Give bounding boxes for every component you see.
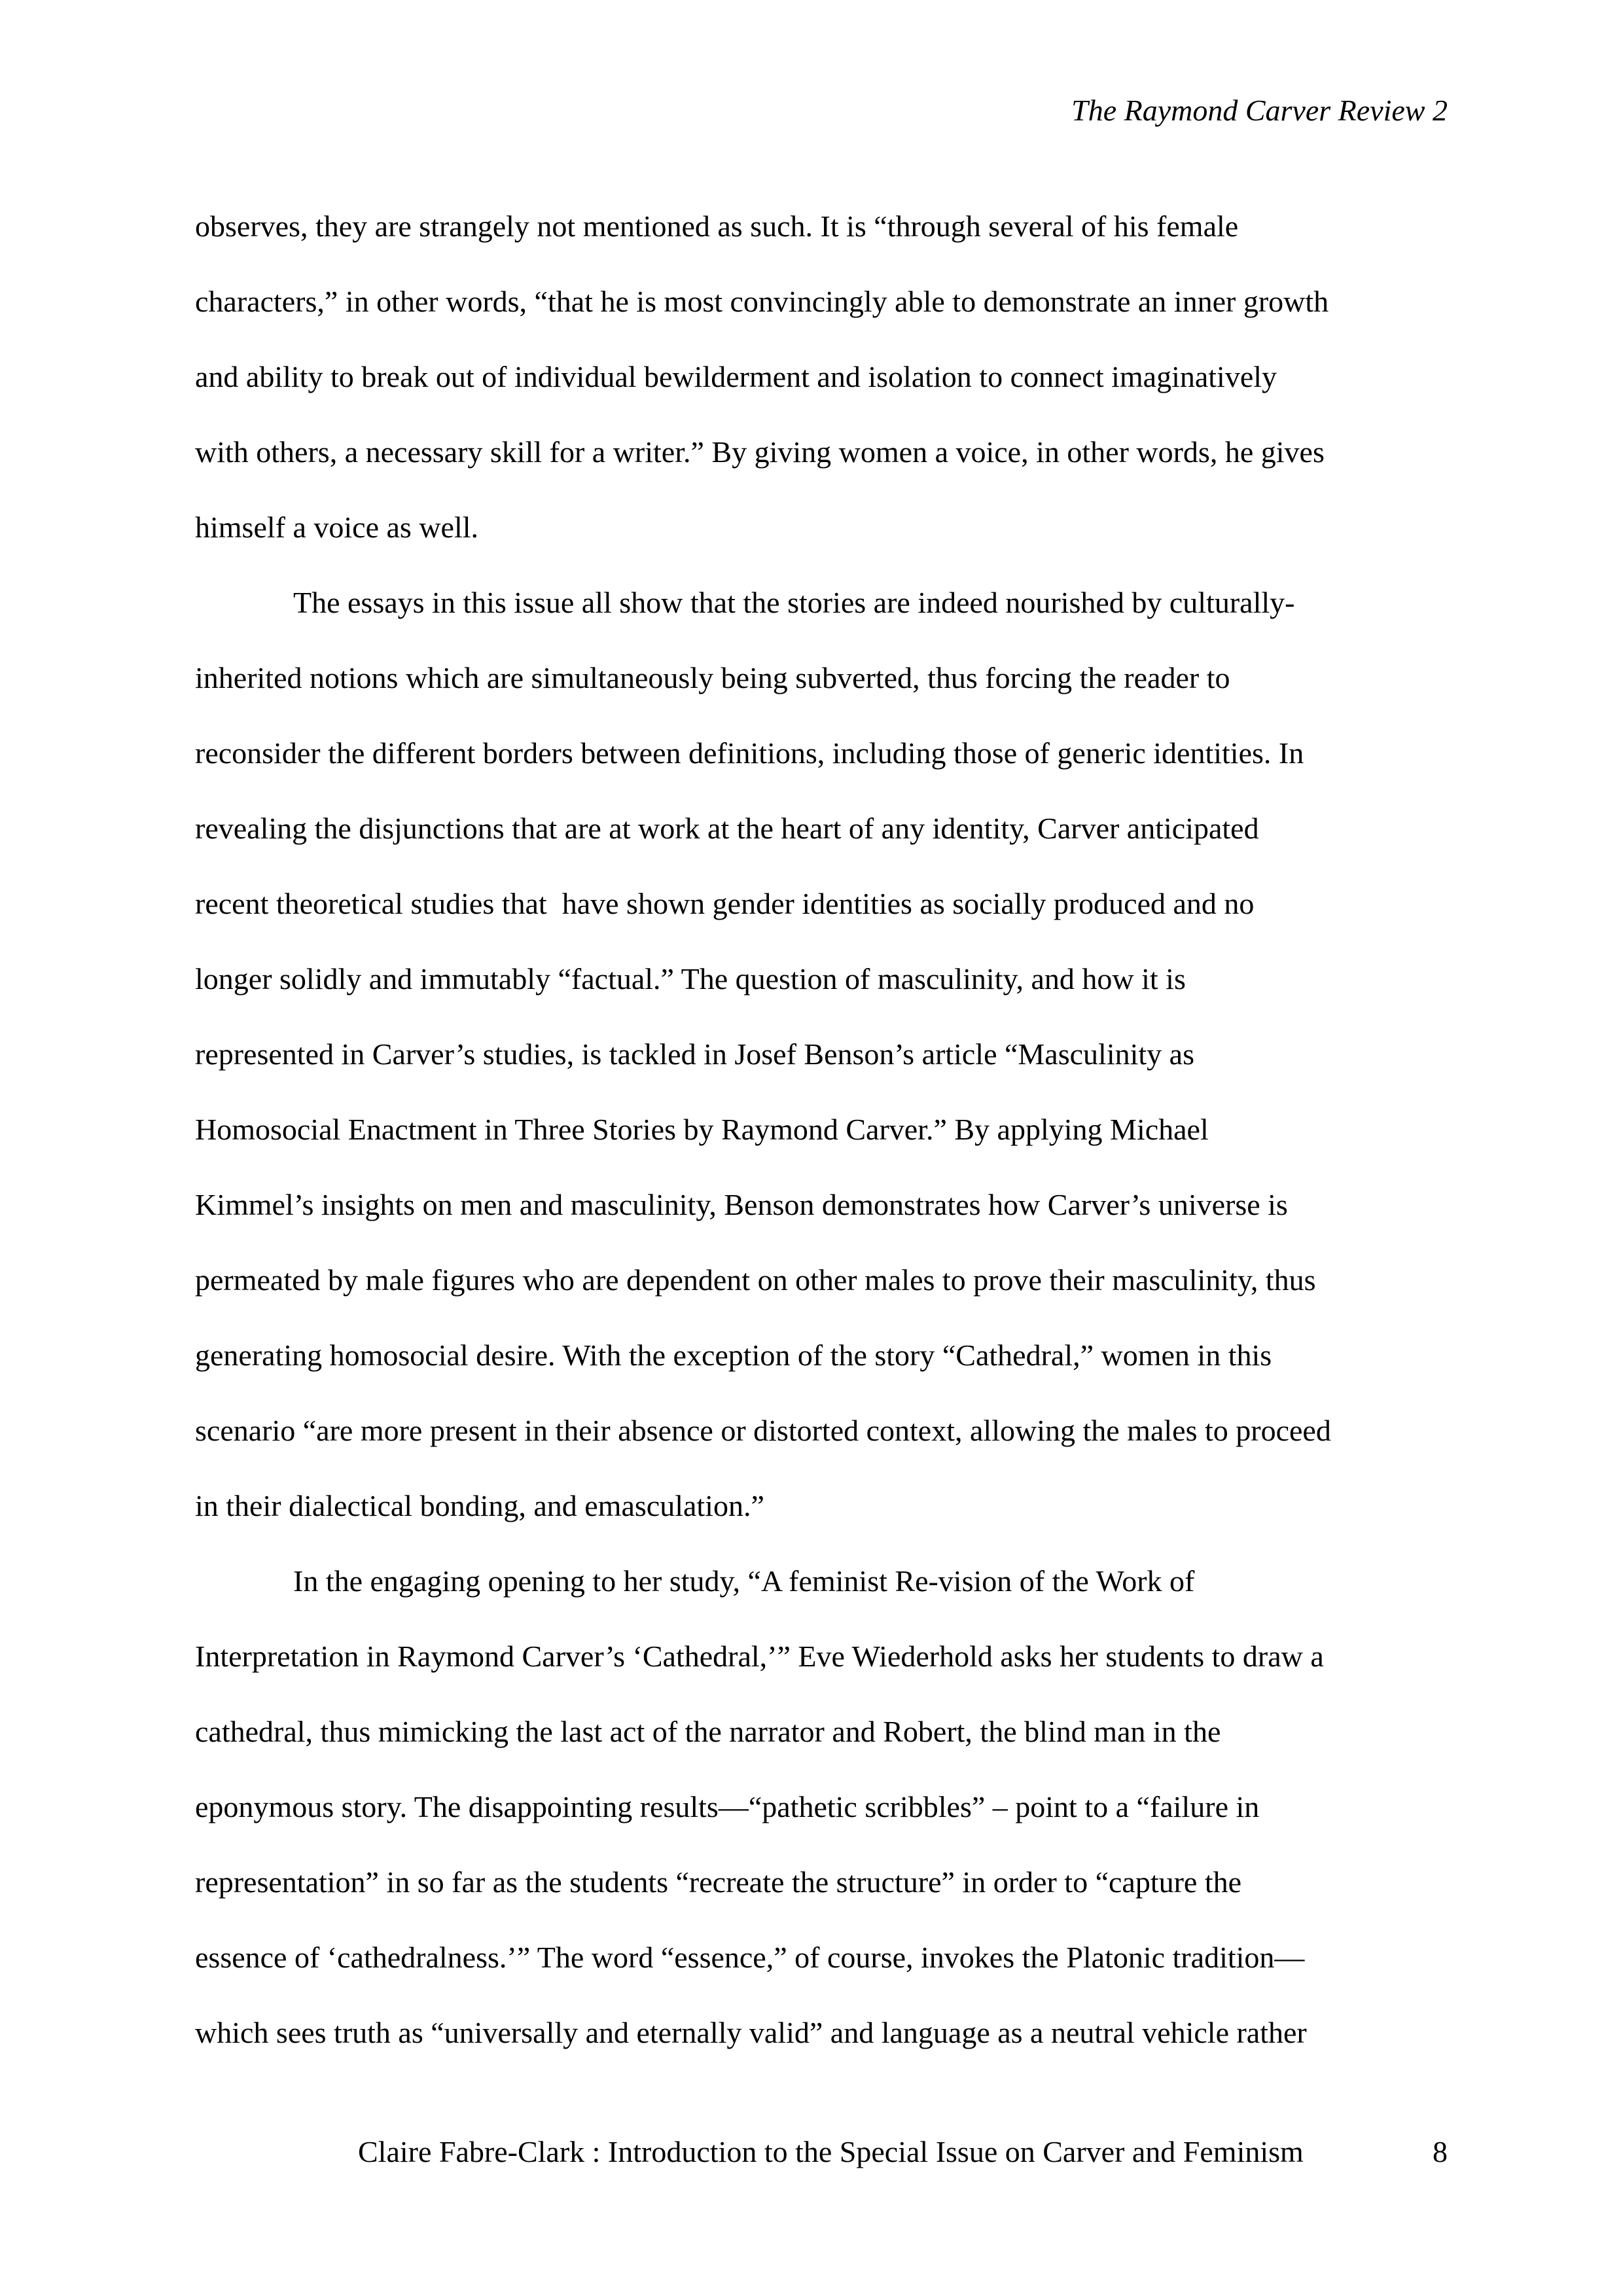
text-line: inherited notions which are simultaneously being subverted, thus forcing the reader to <box>195 661 1230 694</box>
text-line: revealing the disjunctions that are at work at the heart of any identity, Carver anticipated <box>195 812 1259 845</box>
page-number: 8 <box>1433 2135 1448 2168</box>
text-line: eponymous story. The disappointing results—“pathetic scribbles” – point to a “failure in <box>195 1790 1260 1823</box>
text-line: scenario “are more present in their absence or distorted context, allowing the males to proceed <box>195 1414 1331 1447</box>
text-line: in their dialectical bonding, and emasculation.” <box>195 1489 764 1522</box>
text-line: and ability to break out of individual bewilderment and isolation to connect imaginatively <box>195 360 1277 393</box>
text-line: characters,” in other words, “that he is most convincingly able to demonstrate an inner growth <box>195 285 1329 318</box>
text-line: Homosocial Enactment in Three Stories by Raymond Carver.” By applying Michael <box>195 1113 1209 1146</box>
text-line: Interpretation in Raymond Carver’s ‘Cathedral,’” Eve Wiederhold asks her students to draw a <box>195 1640 1324 1673</box>
text-line: longer solidly and immutably “factual.” The question of masculinity, and how it is <box>195 962 1186 996</box>
paragraph-first-line: The essays in this issue all show that the stories are indeed nourished by culturally- <box>293 586 1295 619</box>
text-line: representation” in so far as the students “recreate the structure” in order to “capture the <box>195 1865 1242 1899</box>
text-line: reconsider the different borders between definitions, including those of generic identities. In <box>195 736 1304 770</box>
paragraph-first-line: In the engaging opening to her study, “A feminist Re-vision of the Work of <box>293 1564 1195 1598</box>
text-line: cathedral, thus mimicking the last act of the narrator and Robert, the blind man in the <box>195 1715 1221 1748</box>
text-line: represented in Carver’s studies, is tackled in Josef Benson’s article “Masculinity as <box>195 1037 1194 1071</box>
text-line: essence of ‘cathedralness.’” The word “essence,” of course, invokes the Platonic tradition— <box>195 1941 1305 1974</box>
text-line: which sees truth as “universally and eternally valid” and language as a neutral vehicle rather <box>195 2016 1307 2049</box>
text-line: observes, they are strangely not mentioned as such. It is “through several of his female <box>195 209 1239 243</box>
running-head: The Raymond Carver Review 2 <box>1071 94 1448 127</box>
footer-title: Claire Fabre-Clark : Introduction to the Special Issue on Carver and Feminism <box>358 2135 1304 2168</box>
text-line: permeated by male figures who are dependent on other males to prove their masculinity, thus <box>195 1263 1316 1297</box>
text-line: recent theoretical studies that have shown gender identities as socially produced and no <box>195 887 1255 920</box>
text-line: generating homosocial desire. With the exception of the story “Cathedral,” women in this <box>195 1338 1272 1372</box>
text-line: himself a voice as well. <box>195 511 479 544</box>
text-line: with others, a necessary skill for a writer.” By giving women a voice, in other words, he gives <box>195 435 1325 469</box>
text-line: Kimmel’s insights on men and masculinity, Benson demonstrates how Carver’s universe is <box>195 1188 1288 1221</box>
